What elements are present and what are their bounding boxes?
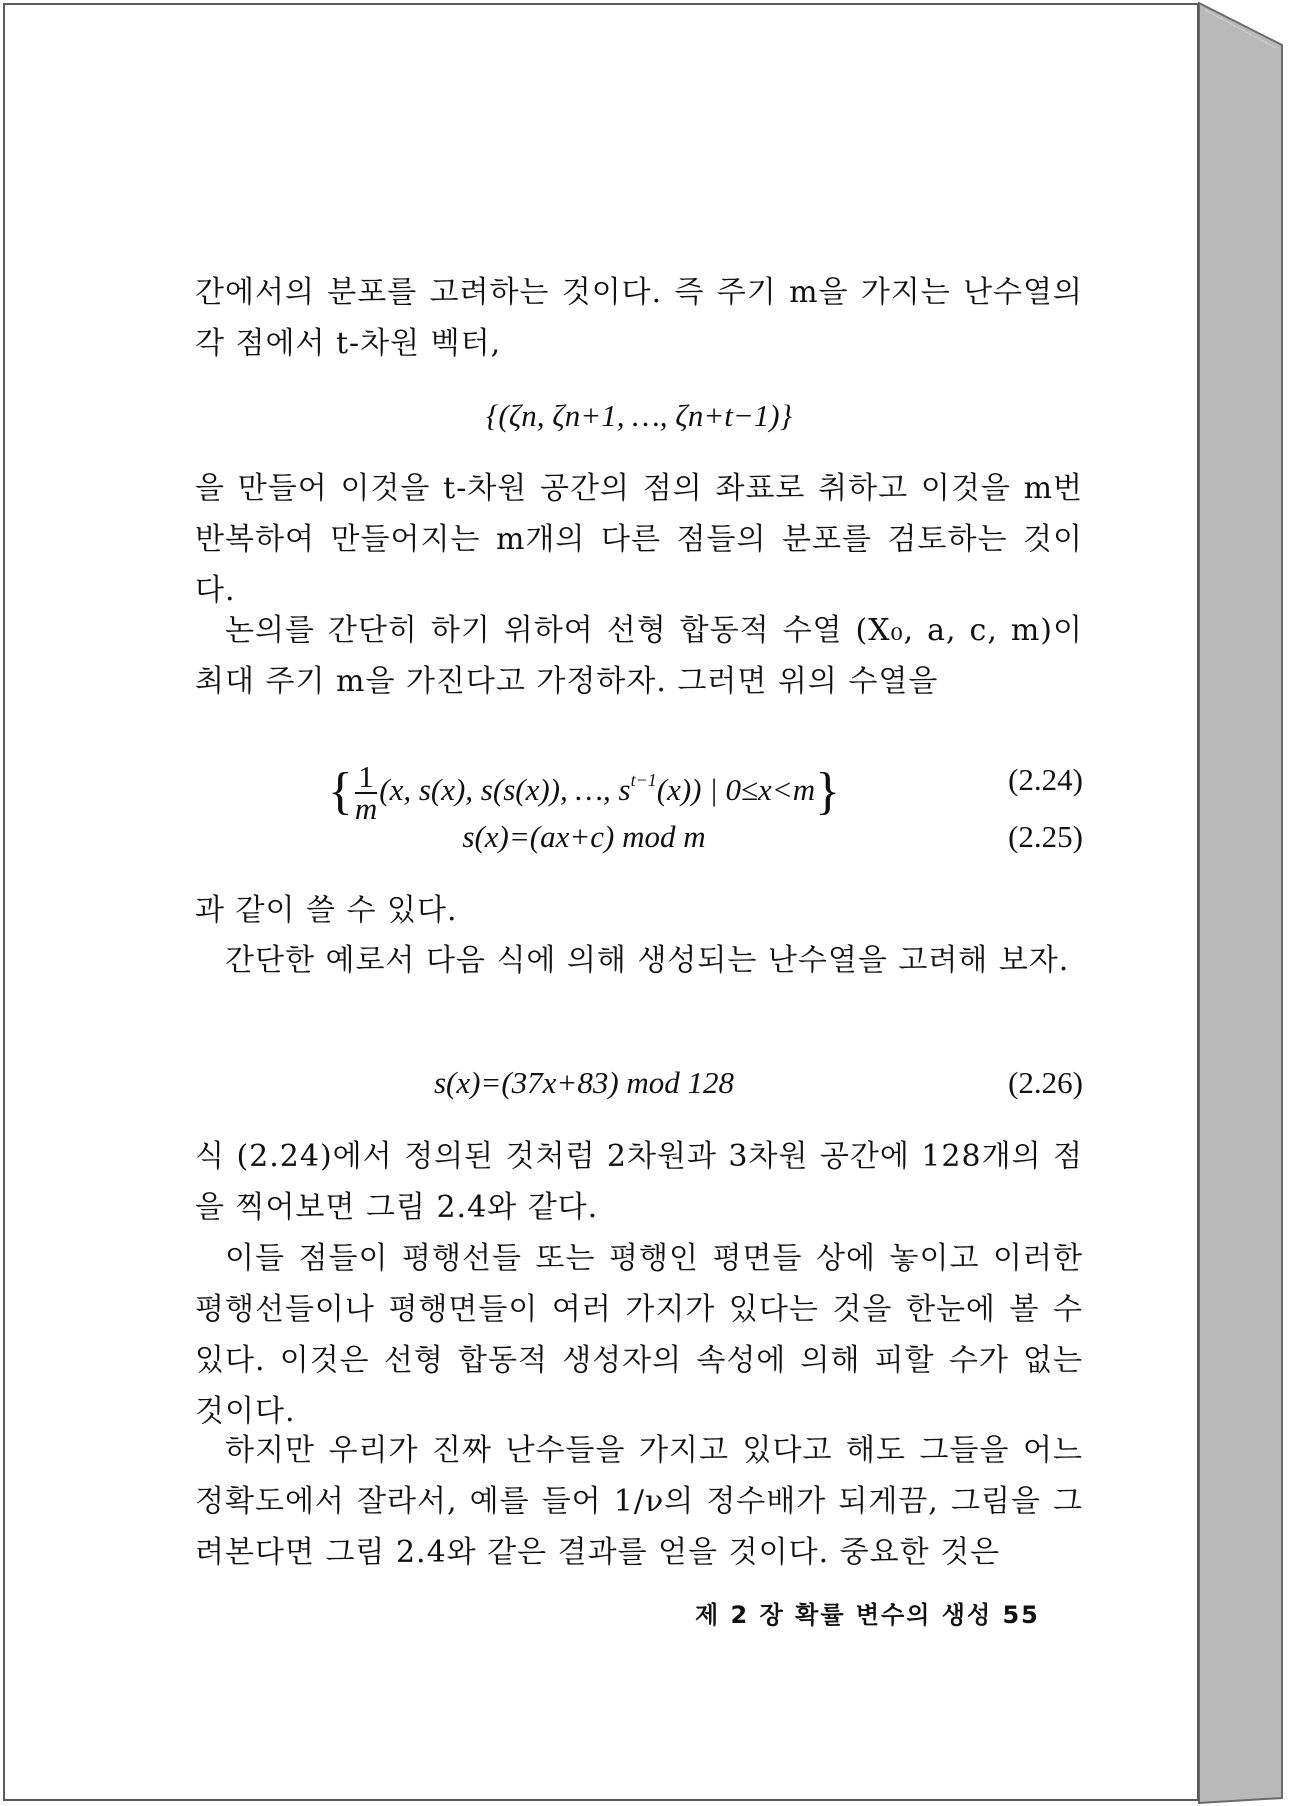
paragraph-4: 과 같이 쓸 수 있다. [195,893,458,928]
equation-number-2-25: (2.25) [1008,819,1083,854]
paragraph-8: 하지만 우리가 진짜 난수들을 가지고 있다고 해도 그들을 어느 정확도에서 잘라서, 예를 들어 1/ν의 정수배가 되게끔, 그림을 그려본다면 그림 2.4와 같은 결과를 얻을 것이다. 중요한 것은 [195,1433,1083,1570]
fraction-denominator: m [354,790,378,826]
paragraph-5: 간단한 예로서 다음 식에 의해 생성되는 난수열을 고려해 보자. [225,943,1070,978]
paragraph-3: 논의를 간단히 하기 위하여 선형 합동적 수열 (X₀, a, c, m)이 최대 주기 m을 가진다고 가정하자. 그러면 위의 수열을 [195,613,1083,699]
vector-equation-body: {(ζn, ζn+1, …, ζn+t−1)} [485,398,793,433]
equation-2-24-condition: (x)) | 0≤x<m [656,772,816,807]
paragraph-7: 이들 점들이 평행선들 또는 평행인 평면들 상에 놓이고 이러한 평행선들이나 평행면들이 여러 가지가 있다는 것을 한눈에 볼 수 있다. 이것은 선형 합동적 생성자의 속성에 의해 피할 수가 없는 것이다. [195,1241,1083,1429]
equation-2-25 [195,811,1083,863]
fraction-numerator: 1 [355,762,377,794]
equation-2-26 [195,1057,1083,1109]
page-footer: 제 2 장 확률 변수의 생성 55 [695,1601,1040,1629]
page-sheet [3,3,1199,1801]
close-brace: } [815,763,841,820]
paragraph-6: 식 (2.24)에서 정의된 것처럼 2차원과 3차원 공간에 128개의 점을 찍어보면 그림 2.4와 같다. [195,1139,1083,1225]
equation-number-2-24: (2.24) [1008,762,1083,797]
paragraph-2: 을 만들어 이것을 t-차원 공간의 점의 좌표로 취하고 이것을 m번 반복하여 만들어지는 m개의 다른 점들의 분포를 검토하는 것이다. [195,471,1083,608]
equation-2-24 [195,745,1083,826]
open-brace: { [327,763,353,820]
paragraph-1: 간에서의 분포를 고려하는 것이다. 즉 주기 m을 가지는 난수열의 각 점에서 t-차원 벡터, [195,275,1083,361]
equation-2-25-body: s(x)=(ax+c) mod m [462,819,706,854]
equation-number-2-26: (2.26) [1008,1065,1083,1100]
superscript-t-minus-1: t−1 [630,770,657,790]
vector-equation [195,390,1083,442]
equation-2-24-terms: (x, s(x), s(s(x)), …, s [379,772,631,807]
equation-2-26-body: s(x)=(37x+83) mod 128 [433,1065,735,1100]
